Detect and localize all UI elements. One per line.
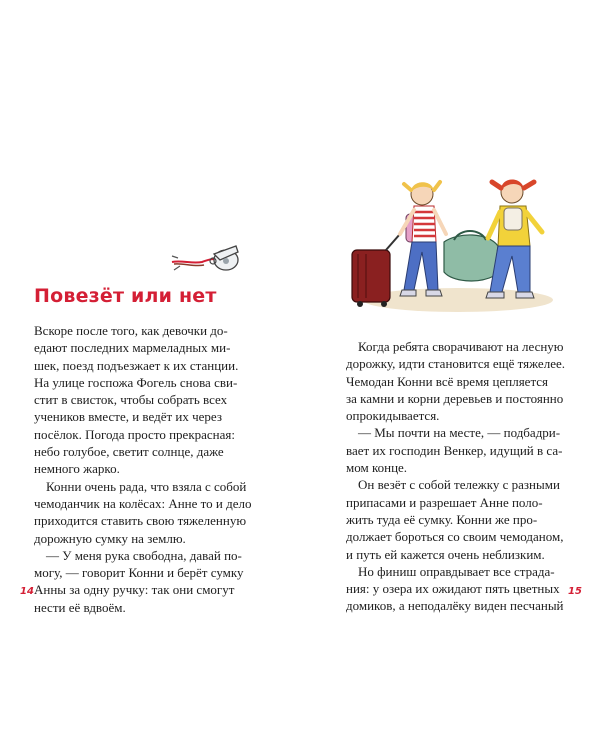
text-line: дорожную сумку на землю. — [34, 530, 186, 546]
text-line: Конни очень рада, что взяла с собой — [46, 478, 247, 494]
text-line: немного жарко. — [34, 461, 120, 477]
text-line: Он везёт с собой тележку с разными — [358, 477, 560, 493]
text-line: и путь ей кажется очень неблизким. — [346, 546, 545, 562]
text-line: учеников вместе, и ведёт их через — [34, 409, 222, 425]
text-line: домиков, а неподалёку виден песчаный — [346, 598, 564, 614]
text-line: — У меня рука свободна, давай по- — [46, 547, 242, 563]
text-line: чемоданчик на колёсах: Анне то и дело — [34, 495, 252, 511]
text-line: за камни и корни деревьев и постоянно — [346, 390, 564, 406]
text-line: должает бороться со своим чемоданом, — [346, 529, 564, 545]
chapter-title: Повезёт или нет — [34, 285, 217, 307]
text-line: приходится ставить свою тяжеленную — [34, 513, 247, 529]
text-line: Чемодан Конни всё время цепляется — [346, 373, 549, 389]
text-line: вает их господин Венкер, идущий в са- — [346, 442, 563, 458]
text-line: мом конце. — [346, 460, 408, 476]
text-line: могу, — говорит Конни и берёт сумку — [34, 565, 244, 581]
text-line: стит в свисток, чтобы собрать всех — [34, 392, 228, 408]
text-line: припасами и разрешает Анне поло- — [346, 494, 543, 510]
text-line: нести её вдвоём. — [34, 599, 126, 615]
right-page — [300, 0, 600, 750]
text-line: — Мы почти на месте, — подбадри- — [358, 425, 561, 441]
left-page-text — [34, 322, 274, 616]
text-line: жить туда её сумку. Конни же про- — [346, 511, 538, 527]
right-page-text — [346, 338, 578, 615]
text-line: ния: у озера их ожидают пять цветных — [346, 581, 560, 597]
text-line: едают последних мармеладных ми- — [34, 340, 231, 356]
text-line: небо голубое, светит солнце, даже — [34, 444, 224, 460]
whistle-icon — [168, 236, 244, 276]
text-line: опрокидывается. — [346, 408, 440, 424]
text-line: дорожку, идти становится ещё тяжелее. — [346, 356, 565, 372]
text-line: Вскоре после того, как девочки до- — [34, 323, 228, 338]
text-line: шек, поезд подъезжает к их станции. — [34, 357, 239, 373]
text-line: Но финиш оправдывает все страда- — [358, 563, 555, 579]
text-line: Когда ребята сворачивают на лесную — [358, 339, 564, 354]
page-number: 14 — [20, 586, 34, 597]
text-line: посёлок. Погода просто прекрасная: — [34, 426, 235, 442]
text-line: На улице госпожа Фогель снова сви- — [34, 374, 238, 390]
page-number: 15 — [568, 586, 582, 597]
girls-with-luggage-illustration — [348, 172, 558, 320]
text-line: Анны за одну ручку: так они смогут — [34, 582, 235, 598]
